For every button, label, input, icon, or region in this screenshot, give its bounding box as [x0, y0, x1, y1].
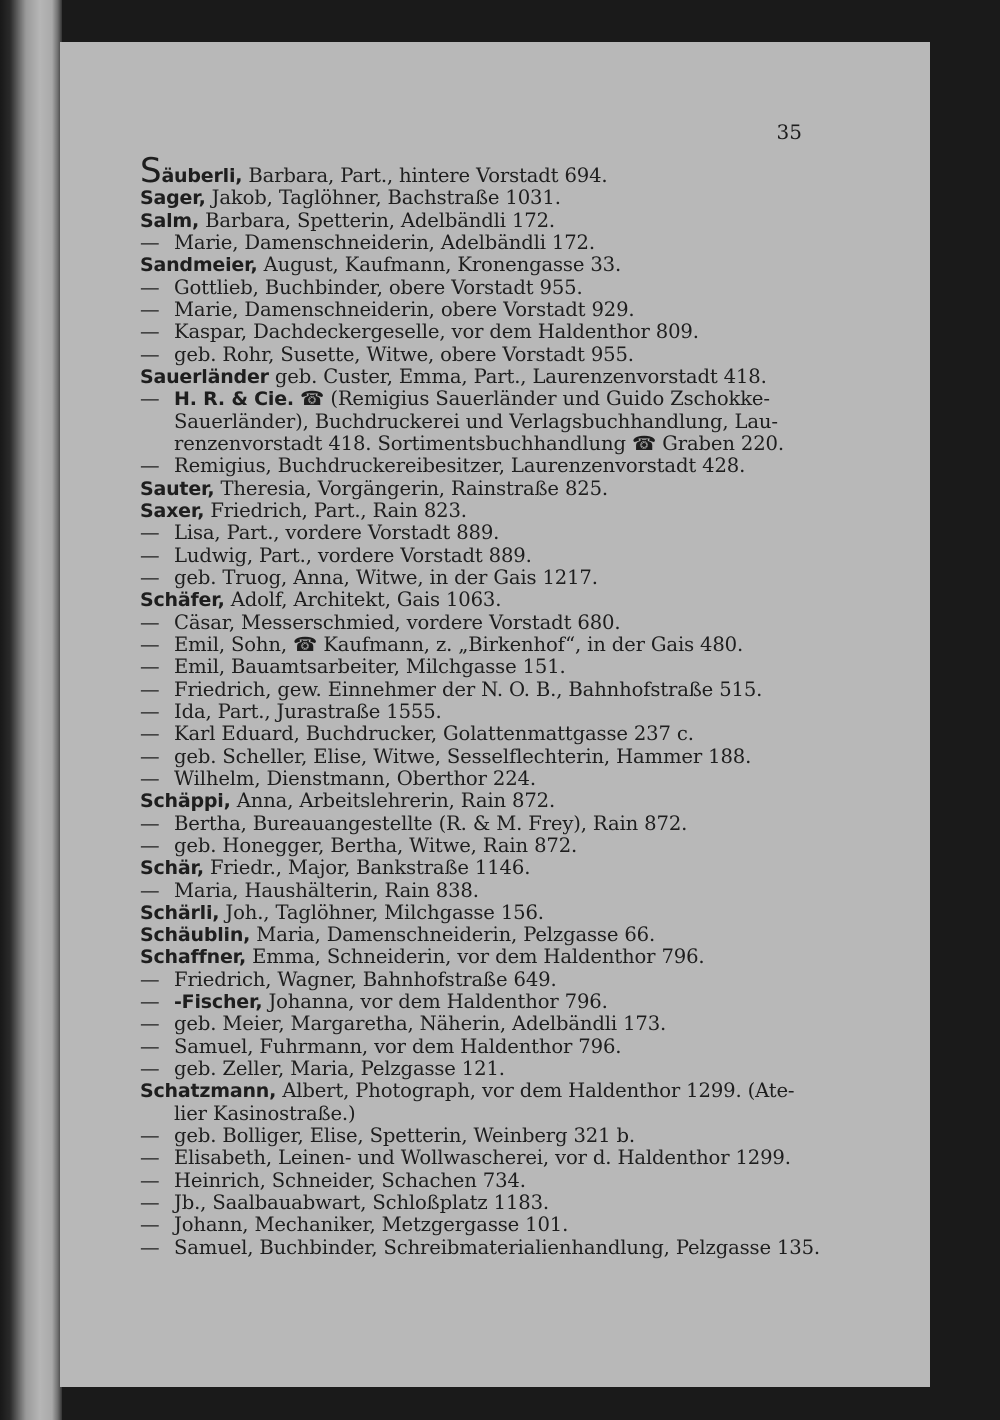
address-entries — [140, 151, 830, 1259]
directory-sub-entry — [140, 1013, 830, 1035]
entry-details: Adolf, Architekt, Gais 1063. — [224, 588, 502, 612]
entry-dash: — — [140, 632, 160, 656]
entry-details: geb. Truog, Anna, Witwe, in der Gais 1217. — [174, 565, 598, 589]
entry-details: Barbara, Part., hintere Vorstadt 694. — [242, 164, 608, 187]
entry-surname: Salm, — [140, 209, 200, 232]
entry-details: Friedr., Major, Bankstraße 1146. — [203, 856, 531, 880]
directory-sub-entry — [140, 1125, 830, 1147]
directory-sub-entry — [140, 344, 830, 366]
entry-surname: H. R. & Cie. — [174, 388, 294, 411]
entry-dash: — — [140, 1213, 160, 1237]
entry-details: ☎ (Remigius Sauerländer und Guido Zschokke- — [293, 387, 770, 411]
page-number: 35 — [776, 120, 802, 144]
entry-dash: — — [140, 967, 160, 991]
entry-dash: — — [140, 521, 160, 545]
entry-dash: — — [140, 722, 160, 746]
directory-sub-entry — [140, 656, 830, 678]
entry-details: geb. Bolliger, Elise, Spetterin, Weinberg 321 b. — [174, 1124, 635, 1148]
directory-sub-entry — [140, 880, 830, 902]
entry-details: Heinrich, Schneider, Schachen 734. — [174, 1168, 526, 1192]
directory-sub-entry — [140, 723, 830, 745]
entry-details: geb. Honegger, Bertha, Witwe, Rain 872. — [174, 833, 578, 857]
directory-entry — [140, 790, 830, 812]
directory-entry — [140, 1080, 830, 1102]
entry-surname: Schärli, — [140, 901, 220, 924]
entry-details: geb. Rohr, Susette, Witwe, obere Vorstadt 955. — [174, 342, 634, 366]
entry-details: Barbara, Spetterin, Adelbändli 172. — [199, 208, 555, 232]
directory-sub-entry — [140, 277, 830, 299]
entry-details: Marie, Damenschneiderin, Adelbändli 172. — [174, 230, 595, 254]
entry-surname: Schatzmann, — [140, 1080, 277, 1103]
entry-dash: — — [140, 454, 160, 478]
entry-dash: — — [140, 1168, 160, 1192]
entry-details: Elisabeth, Leinen- und Wollwascherei, vor d. Haldenthor 1299. — [174, 1146, 791, 1170]
entry-continuation-line: Sauerländer), Buchdruckerei und Verlagsbuchhandlung, Lau- — [174, 409, 778, 433]
entry-details: Wilhelm, Dienstmann, Oberthor 224. — [174, 766, 536, 790]
directory-sub-entry — [140, 1036, 830, 1058]
entry-dash: — — [140, 744, 160, 768]
directory-entry — [140, 210, 830, 232]
entry-details: Jb., Saalbauabwart, Schloßplatz 1183. — [174, 1191, 549, 1215]
entry-details: Maria, Haushälterin, Rain 838. — [174, 878, 479, 902]
directory-sub-entry — [140, 522, 830, 544]
entry-details: Gottlieb, Buchbinder, obere Vorstadt 955. — [174, 275, 583, 299]
entry-dash: — — [140, 543, 160, 567]
entry-details: Maria, Damenschneiderin, Pelzgasse 66. — [250, 923, 656, 947]
entry-dash: — — [140, 811, 160, 835]
entry-details: Jakob, Taglöhner, Bachstraße 1031. — [205, 186, 561, 210]
book-spine-shadow — [0, 0, 62, 1420]
entry-dash: — — [140, 275, 160, 299]
directory-entry — [140, 946, 830, 968]
entry-details: Samuel, Fuhrmann, vor dem Haldenthor 796. — [174, 1034, 622, 1058]
entry-details: Joh., Taglöhner, Milchgasse 156. — [219, 900, 544, 924]
directory-sub-entry — [140, 1170, 830, 1192]
directory-sub-entry — [140, 679, 830, 701]
entry-dash: — — [140, 1034, 160, 1058]
directory-sub-entry — [140, 567, 830, 589]
directory-sub-entry — [140, 1147, 830, 1169]
entry-surname: Sauerländer — [140, 365, 269, 388]
entry-details: Emil, Sohn, ☎ Kaufmann, z. „Birkenhof“, in der Gais 480. — [174, 632, 744, 656]
entry-details: Friedrich, Part., Rain 823. — [204, 498, 467, 522]
entry-dash: — — [140, 833, 160, 857]
entry-dash: — — [140, 610, 160, 634]
directory-sub-entry — [140, 1192, 830, 1214]
directory-sub-entry — [140, 232, 830, 254]
directory-sub-entry — [140, 1237, 830, 1259]
entry-dash: — — [140, 1057, 160, 1081]
entry-details: Albert, Photograph, vor dem Haldenthor 1299. (Ate- — [276, 1079, 795, 1103]
directory-sub-entry — [140, 1214, 830, 1236]
entry-dash: — — [140, 677, 160, 701]
directory-sub-entry — [140, 701, 830, 723]
directory-sub-entry — [140, 634, 830, 656]
entry-dash: — — [140, 1235, 160, 1259]
directory-entry — [140, 478, 830, 500]
entry-dash: — — [140, 387, 160, 411]
entry-dash: — — [140, 1191, 160, 1215]
directory-entry — [140, 589, 830, 611]
directory-sub-entry — [140, 545, 830, 567]
directory-sub-entry — [140, 813, 830, 835]
entry-details: Friedrich, Wagner, Bahnhofstraße 649. — [174, 967, 557, 991]
directory-page — [60, 42, 930, 1387]
directory-entry — [140, 857, 830, 879]
directory-entry — [140, 151, 830, 191]
entry-details: Kaspar, Dachdeckergeselle, vor dem Haldenthor 809. — [174, 320, 699, 344]
entry-details: Lisa, Part., vordere Vorstadt 889. — [174, 521, 500, 545]
directory-sub-entry — [140, 455, 830, 477]
entry-details: August, Kaufmann, Kronengasse 33. — [257, 253, 622, 277]
directory-sub-entry — [140, 835, 830, 857]
entry-surname: Schäfer, — [140, 589, 225, 612]
entry-details: geb. Zeller, Maria, Pelzgasse 121. — [174, 1057, 505, 1081]
entry-details: geb. Custer, Emma, Part., Laurenzenvorstadt 418. — [268, 364, 767, 388]
directory-sub-entry — [140, 991, 830, 1013]
entry-details: Johann, Mechaniker, Metzgergasse 101. — [174, 1213, 569, 1237]
entry-dash: — — [140, 565, 160, 589]
entry-dash: — — [140, 990, 160, 1014]
entry-details: Cäsar, Messerschmied, vordere Vorstadt 680. — [174, 610, 621, 634]
entry-surname: Sandmeier, — [140, 254, 258, 277]
entry-details: Samuel, Buchbinder, Schreibmaterialienhandlung, Pelzgasse 135. — [174, 1235, 820, 1259]
entry-details: Ida, Part., Jurastraße 1555. — [174, 699, 442, 723]
section-initial-letter: S — [140, 151, 162, 191]
entry-details: Ludwig, Part., vordere Vorstadt 889. — [174, 543, 532, 567]
directory-sub-entry — [140, 768, 830, 790]
entry-details: Remigius, Buchdruckereibesitzer, Laurenzenvorstadt 428. — [174, 454, 746, 478]
entry-dash: — — [140, 297, 160, 321]
entry-continuation-line: lier Kasinostraße.) — [174, 1101, 356, 1125]
entry-dash: — — [140, 342, 160, 366]
entry-dash: — — [140, 655, 160, 679]
directory-entry — [140, 187, 830, 209]
directory-sub-entry — [140, 388, 830, 410]
directory-entry — [140, 500, 830, 522]
entry-dash: — — [140, 878, 160, 902]
entry-surname: -Fischer, — [174, 991, 263, 1014]
entry-details: Bertha, Bureauangestellte (R. & M. Frey), Rain 872. — [174, 811, 688, 835]
entry-dash: — — [140, 1146, 160, 1170]
entry-surname: Schaffner, — [140, 946, 247, 969]
directory-entry — [140, 924, 830, 946]
entry-dash: — — [140, 1124, 160, 1148]
entry-details: Anna, Arbeitslehrerin, Rain 872. — [230, 789, 556, 813]
directory-sub-entry — [140, 612, 830, 634]
entry-details: Theresia, Vorgängerin, Rainstraße 825. — [214, 476, 608, 500]
entry-details: Friedrich, gew. Einnehmer der N. O. B., Bahnhofstraße 515. — [174, 677, 763, 701]
directory-sub-entry — [140, 299, 830, 321]
entry-surname: Schäppi, — [140, 790, 231, 813]
entry-details: Marie, Damenschneiderin, obere Vorstadt 929. — [174, 297, 635, 321]
entry-dash: — — [140, 320, 160, 344]
entry-surname: Schäublin, — [140, 924, 251, 947]
entry-details: Emil, Bauamtsarbeiter, Milchgasse 151. — [174, 655, 566, 679]
directory-sub-entry — [140, 969, 830, 991]
entry-dash: — — [140, 699, 160, 723]
entry-details: geb. Meier, Margaretha, Näherin, Adelbändli 173. — [174, 1012, 667, 1036]
entry-surname: äuberli, — [161, 165, 243, 187]
entry-details: Johanna, vor dem Haldenthor 796. — [262, 990, 608, 1014]
entry-continuation-line: renzenvorstadt 418. Sortimentsbuchhandlung ☎ Graben 220. — [174, 431, 784, 455]
entry-surname: Sauter, — [140, 477, 215, 500]
entry-details: Emma, Schneiderin, vor dem Haldenthor 796. — [246, 945, 705, 969]
directory-entry — [140, 366, 830, 388]
entry-dash: — — [140, 766, 160, 790]
directory-sub-entry — [140, 746, 830, 768]
directory-sub-entry — [140, 1058, 830, 1080]
directory-sub-entry — [140, 321, 830, 343]
entry-details: geb. Scheller, Elise, Witwe, Sesselflechterin, Hammer 188. — [174, 744, 752, 768]
entry-dash: — — [140, 230, 160, 254]
entry-surname: Sager, — [140, 187, 206, 210]
entry-details: Karl Eduard, Buchdrucker, Golattenmattgasse 237 c. — [174, 722, 694, 746]
entry-surname: Schär, — [140, 857, 204, 880]
directory-entry — [140, 254, 830, 276]
directory-entry — [140, 902, 830, 924]
entry-surname: Saxer, — [140, 499, 205, 522]
entry-dash: — — [140, 1012, 160, 1036]
